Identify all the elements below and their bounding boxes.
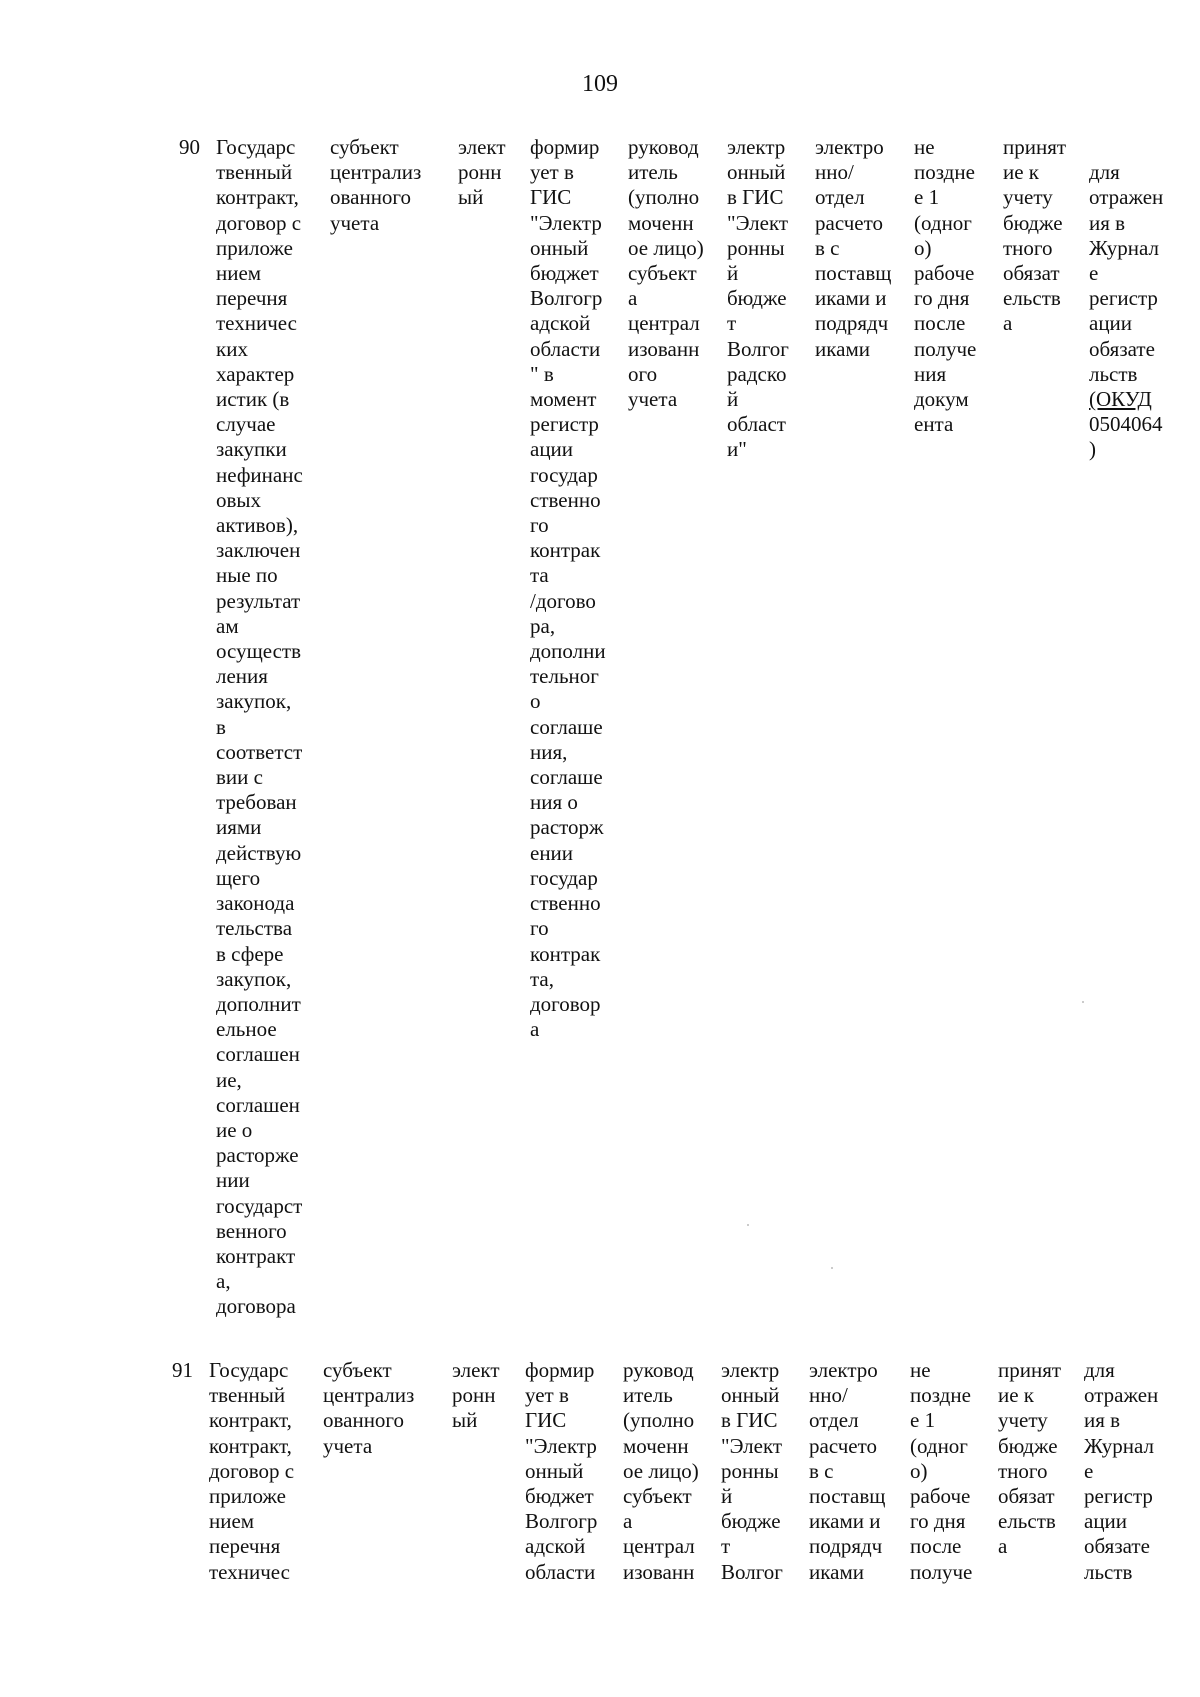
okud-link[interactable]: (ОКУД [1089,387,1152,412]
creator-cell: субъект централиз ованного учета [330,135,422,235]
purpose-cell: принят ие к учету бюдже тного обязат ельств а [998,1358,1062,1559]
document-name-cell: Государс твенный контракт, контракт, договор с приложе нием перечня техничес [209,1358,295,1584]
scan-speck [747,1224,749,1226]
row-number: 91 [172,1358,193,1382]
scan-speck [1082,1001,1084,1003]
formation-cell: формир ует в ГИС "Электр онный бюджет Волгогр адской области " в момент регистр ации государ ственно го контрак та /догово ра, дополни тельног о соглаше ния, соглаше ния о расторж ении государ ственно го контрак та, договор а [530,135,606,1042]
note-text: для отражен ия в Журнал е регистр ации обязате льств [1089,160,1164,386]
deadline-cell: не поздне е 1 (одног о) рабоче го дня после получе [910,1358,973,1584]
signer-cell: руковод итель (уполно моченн ое лицо) субъект а централ изованн [623,1358,699,1584]
note-cell [1089,135,1163,463]
document-name-cell: Государс твенный контракт, договор с приложе нием перечня техничес ких характер истик (в случае закупки нефинанс овых активов), заключен ные по результат ам осуществ ления закупок, в соответст вии с требован иями действую щего законода тельства в сфере закупок, дополнит ельное соглашен ие, соглашен ие о расторже нии государст венного контракт а, договора [216,135,303,1319]
signer-cell: руковод итель (уполно моченн ое лицо) субъект а централ изованн ого учета [628,135,704,412]
transfer-method-cell: электр онный в ГИС "Элект ронны й бюдже т Волгог [721,1358,783,1584]
note-cell: для отражен ия в Журнал е регистр ации обязате льств [1084,1358,1159,1584]
recipient-cell: электро нно/ отдел расчето в с поставщ иками и подрядч иками [809,1358,886,1584]
deadline-cell: не поздне е 1 (одног о) рабоче го дня после получе ния докум ента [914,135,977,437]
transfer-method-cell: электр онный в ГИС "Элект ронны й бюдже т Волгог радско й област и" [727,135,789,462]
page-number: 109 [582,71,618,97]
purpose-cell: принят ие к учету бюдже тного обязат ельств а [1003,135,1067,336]
row-number: 90 [179,135,200,159]
scan-speck [831,1267,833,1269]
format-cell: элект ронн ый [458,135,506,210]
creator-cell: субъект централиз ованного учета [323,1358,415,1458]
okud-code: 0504064 ) [1089,412,1163,462]
recipient-cell: электро нно/ отдел расчето в с поставщ иками и подрядч иками [815,135,892,361]
formation-cell: формир ует в ГИС "Электр онный бюджет Волгогр адской области [525,1358,598,1584]
format-cell: элект ронн ый [452,1358,500,1433]
